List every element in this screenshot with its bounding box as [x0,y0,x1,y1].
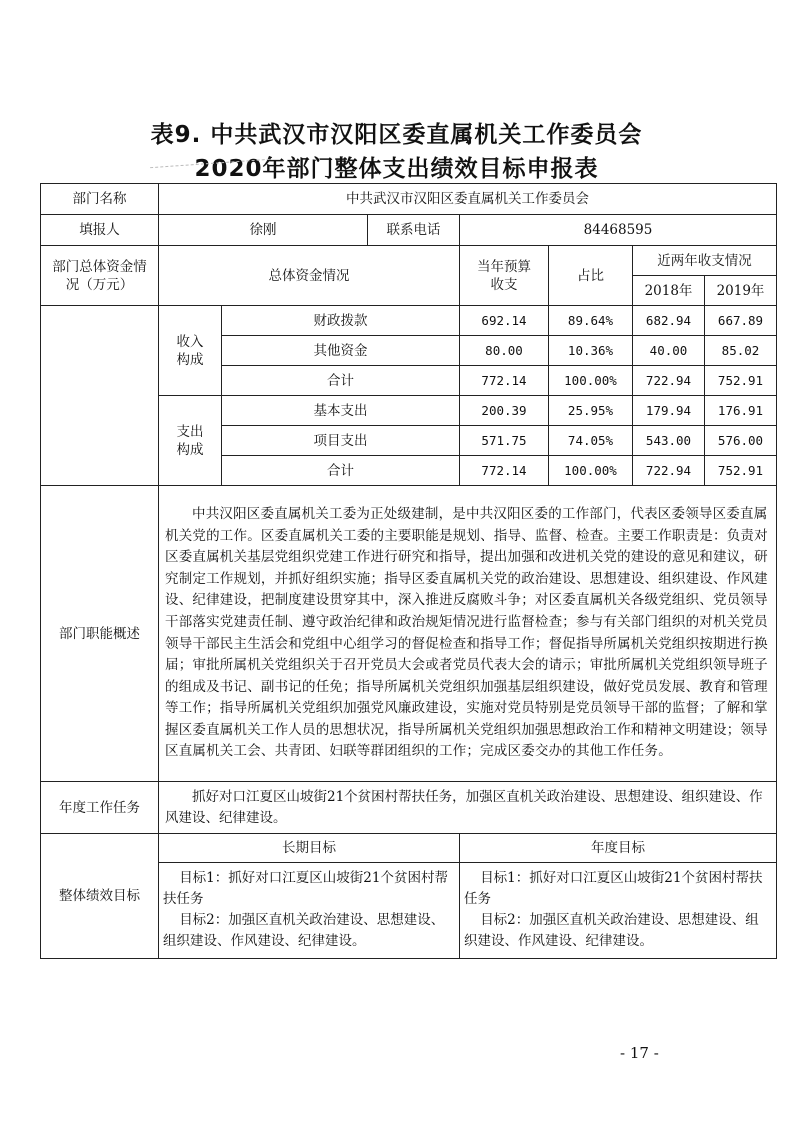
y2018-cell: 40.00 [633,336,705,366]
y2019-cell: 176.91 [705,396,777,426]
annual-task-label: 年度工作任务 [41,782,159,834]
year-goal-2: 目标2：加强区直机关政治建设、思想建设、组织建设、作风建设、纪律建设。 [464,912,759,949]
ratio-cell: 74.05% [549,426,633,456]
title-line-1: 表9. 中共武汉市汉阳区委直属机关工作委员会 [150,122,643,148]
budget-header: 当年预算收支 [460,246,549,306]
ratio-cell: 100.00% [549,366,633,396]
table-row-name: 财政拨款 [222,306,460,336]
y2019-cell: 667.89 [705,306,777,336]
table-row-name: 基本支出 [222,396,460,426]
y2018-cell: 682.94 [633,306,705,336]
y2018-cell: 179.94 [633,396,705,426]
budget-cell: 692.14 [460,306,549,336]
y2018-cell: 543.00 [633,426,705,456]
long-goal-1: 目标1：抓好对口江夏区山坡街21个贫困村帮扶任务 [163,870,448,907]
performance-table [40,183,777,959]
annual-task-text: 抓好对口江夏区山坡街21个贫困村帮扶任务，加强区直机关政治建设、思想建设、组织建设、作风建设、纪律建设。 [159,782,777,834]
long-term-goals [159,863,460,959]
year-2018-header: 2018年 [633,276,705,306]
filler-label: 填报人 [41,215,159,246]
dept-name-label: 部门名称 [41,184,159,215]
table-row-name: 其他资金 [222,336,460,366]
income-group-label: 收入构成 [159,306,222,396]
y2019-cell: 752.91 [705,456,777,486]
table-row-name: 项目支出 [222,426,460,456]
funds-label-spacer [41,306,159,486]
y2018-cell: 722.94 [633,456,705,486]
ratio-header: 占比 [549,246,633,306]
year-2019-header: 2019年 [705,276,777,306]
annual-goals [460,863,777,959]
perf-goal-label: 整体绩效目标 [41,834,159,959]
recent-years-header: 近两年收支情况 [633,246,777,276]
budget-cell: 200.39 [460,396,549,426]
long-goal-2: 目标2：加强区直机关政治建设、思想建设、组织建设、作风建设、纪律建设。 [163,912,445,949]
filler-value: 徐刚 [159,215,368,246]
expense-group-label: 支出构成 [159,396,222,486]
function-text: 中共汉阳区委直属机关工委为正处级建制，是中共汉阳区委的工作部门，代表区委领导区委直属机关党的工作。区委直属机关工委的主要职能是规划、指导、监督、检查。主要工作职责是：负责对区委直属机关基层党组织党建工作进行研究和指导，提出加强和改进机关党的建设的意见和建议，研究制定工作规划，并抓好组织实施；指导区委直属机关党的政治建设、思想建设、组织建设、作风建设、纪律建设，把制度建设贯穿其中，深入推进反腐败斗争；对区委直属机关各级党组织、党员领导干部落实党建责任制、遵守政治纪律和政治规矩情况进行监督检查；参与有关部门组织的对机关党员领导干部民主生活会和党组中心组学习的督促检查和指导工作；督促指导所属机关党组织按期进行换届；审批所属机关党组织关于召开党员大会或者党员代表大会的请示；审批所属机关党组织领导班子的组成及书记、副书记的任免；指导所属机关党组织加强基层组织建设，做好党员发展、教育和管理等工作；指导所属机关党组织加强党风廉政建设，实施对党员特别是党员领导干部的监督；了解和掌握区委直属机关工作人员的思想状况，指导所属机关党组织加强思想政治工作和精神文明建设；领导区直属机关工会、共青团、妇联等群团组织的工作；完成区委交办的其他工作任务。 [159,486,777,782]
page-number: - 17 - [620,1044,659,1062]
budget-cell: 80.00 [460,336,549,366]
ratio-cell: 89.64% [549,306,633,336]
y2018-cell: 722.94 [633,366,705,396]
dept-name-value: 中共武汉市汉阳区委直属机关工作委员会 [159,184,777,215]
budget-cell: 772.14 [460,366,549,396]
annual-goal-header: 年度目标 [460,834,777,863]
function-label: 部门职能概述 [41,486,159,782]
overall-funds-header: 总体资金情况 [159,246,460,306]
title-line-2: 2020年部门整体支出绩效目标申报表 [194,156,599,182]
y2019-cell: 752.91 [705,366,777,396]
budget-cell: 571.75 [460,426,549,456]
y2019-cell: 576.00 [705,426,777,456]
long-term-header: 长期目标 [159,834,460,863]
ratio-cell: 25.95% [549,396,633,426]
ratio-cell: 100.00% [549,456,633,486]
table-row-name: 合计 [222,456,460,486]
phone-value: 84468595 [460,215,777,246]
budget-cell: 772.14 [460,456,549,486]
phone-label: 联系电话 [368,215,460,246]
y2019-cell: 85.02 [705,336,777,366]
year-goal-1: 目标1：抓好对口江夏区山坡街21个贫困村帮扶任务 [464,870,763,907]
table-row-name: 合计 [222,366,460,396]
ratio-cell: 10.36% [549,336,633,366]
funds-label: 部门总体资金情况（万元） [41,246,159,306]
